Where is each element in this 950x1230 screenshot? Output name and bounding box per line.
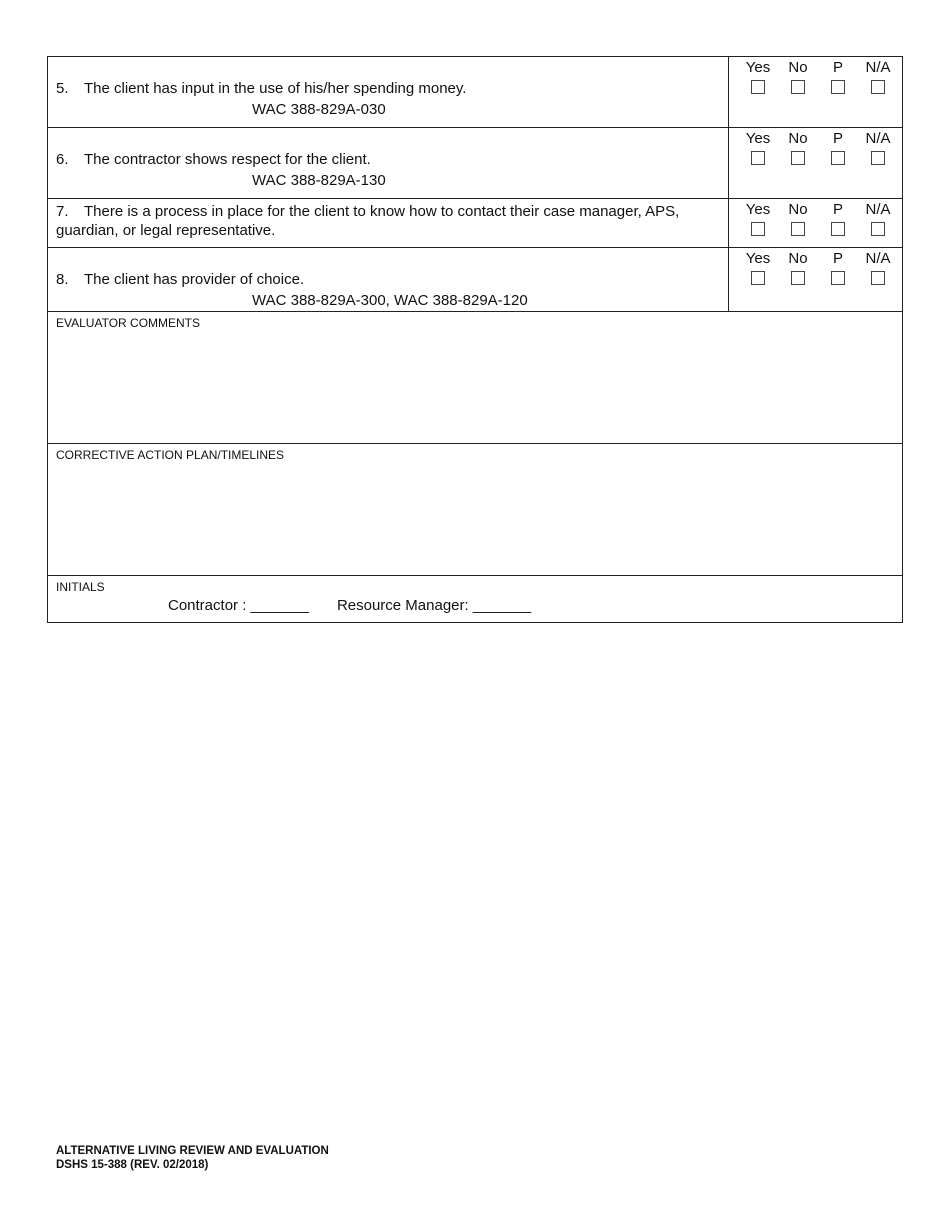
question-text: The client has provider of choice.: [84, 271, 305, 288]
answer-options: [729, 199, 902, 247]
question-number: 8.: [56, 271, 69, 288]
partial-checkbox[interactable]: [831, 151, 845, 165]
question-reference: WAC 388-829A-300, WAC 388-829A-120: [252, 292, 528, 309]
no-checkbox[interactable]: [791, 80, 805, 94]
question-text-continued: guardian, or legal representative.: [56, 222, 276, 239]
yes-checkbox[interactable]: [751, 271, 765, 285]
question-reference: WAC 388-829A-030: [252, 101, 386, 118]
question-text: There is a process in place for the client to know how to contact their case manager, APS,: [84, 203, 680, 220]
footer-title: ALTERNATIVE LIVING REVIEW AND EVALUATION: [56, 1145, 329, 1157]
question-row-5: [48, 57, 902, 128]
form-footer: [56, 1144, 329, 1172]
na-label: N/A: [865, 59, 891, 76]
no-checkbox[interactable]: [791, 222, 805, 236]
yes-checkbox[interactable]: [751, 80, 765, 94]
no-label: No: [788, 201, 808, 218]
question-text-cell: [48, 248, 729, 311]
yes-label: Yes: [745, 130, 771, 147]
question-text: The client has input in the use of his/her spending money.: [84, 80, 467, 97]
na-checkbox[interactable]: [871, 271, 885, 285]
partial-label: P: [832, 201, 843, 218]
partial-checkbox[interactable]: [831, 222, 845, 236]
contractor-initials-field[interactable]: Contractor : _______: [168, 597, 309, 614]
yes-label: Yes: [745, 59, 771, 76]
evaluator-comments-field[interactable]: [48, 312, 902, 444]
answer-options: [729, 128, 902, 198]
no-checkbox[interactable]: [791, 151, 805, 165]
question-number: 6.: [56, 151, 69, 168]
question-number: 7.: [56, 203, 69, 220]
question-text-cell: [48, 199, 729, 247]
na-label: N/A: [865, 130, 891, 147]
initials-label: INITIALS: [56, 580, 105, 594]
review-form: [47, 56, 903, 623]
yes-checkbox[interactable]: [751, 222, 765, 236]
partial-label: P: [832, 130, 843, 147]
footer-form-number: DSHS 15-388 (REV. 02/2018): [56, 1159, 209, 1171]
na-label: N/A: [865, 250, 891, 267]
resource-manager-initials-field[interactable]: Resource Manager: _______: [336, 597, 532, 614]
question-row-8: [48, 248, 902, 312]
yes-checkbox[interactable]: [751, 151, 765, 165]
answer-options: [729, 248, 902, 311]
na-checkbox[interactable]: [871, 222, 885, 236]
answer-options: [729, 57, 902, 127]
initials-section: [48, 576, 902, 622]
no-label: No: [788, 59, 808, 76]
evaluator-comments-label: EVALUATOR COMMENTS: [56, 316, 201, 330]
corrective-action-field[interactable]: [48, 444, 902, 576]
question-row-7: [48, 199, 902, 248]
partial-label: P: [832, 59, 843, 76]
partial-label: P: [832, 250, 843, 267]
na-checkbox[interactable]: [871, 80, 885, 94]
yes-label: Yes: [745, 250, 771, 267]
partial-checkbox[interactable]: [831, 80, 845, 94]
na-label: N/A: [865, 201, 891, 218]
question-text-cell: [48, 57, 729, 127]
partial-checkbox[interactable]: [831, 271, 845, 285]
no-label: No: [788, 250, 808, 267]
yes-label: Yes: [745, 201, 771, 218]
corrective-action-label: CORRECTIVE ACTION PLAN/TIMELINES: [56, 448, 285, 462]
question-number: 5.: [56, 80, 69, 97]
question-text-cell: [48, 128, 729, 198]
question-row-6: [48, 128, 902, 199]
no-checkbox[interactable]: [791, 271, 805, 285]
question-text: The contractor shows respect for the client.: [84, 151, 371, 168]
question-reference: WAC 388-829A-130: [252, 172, 386, 189]
no-label: No: [788, 130, 808, 147]
na-checkbox[interactable]: [871, 151, 885, 165]
